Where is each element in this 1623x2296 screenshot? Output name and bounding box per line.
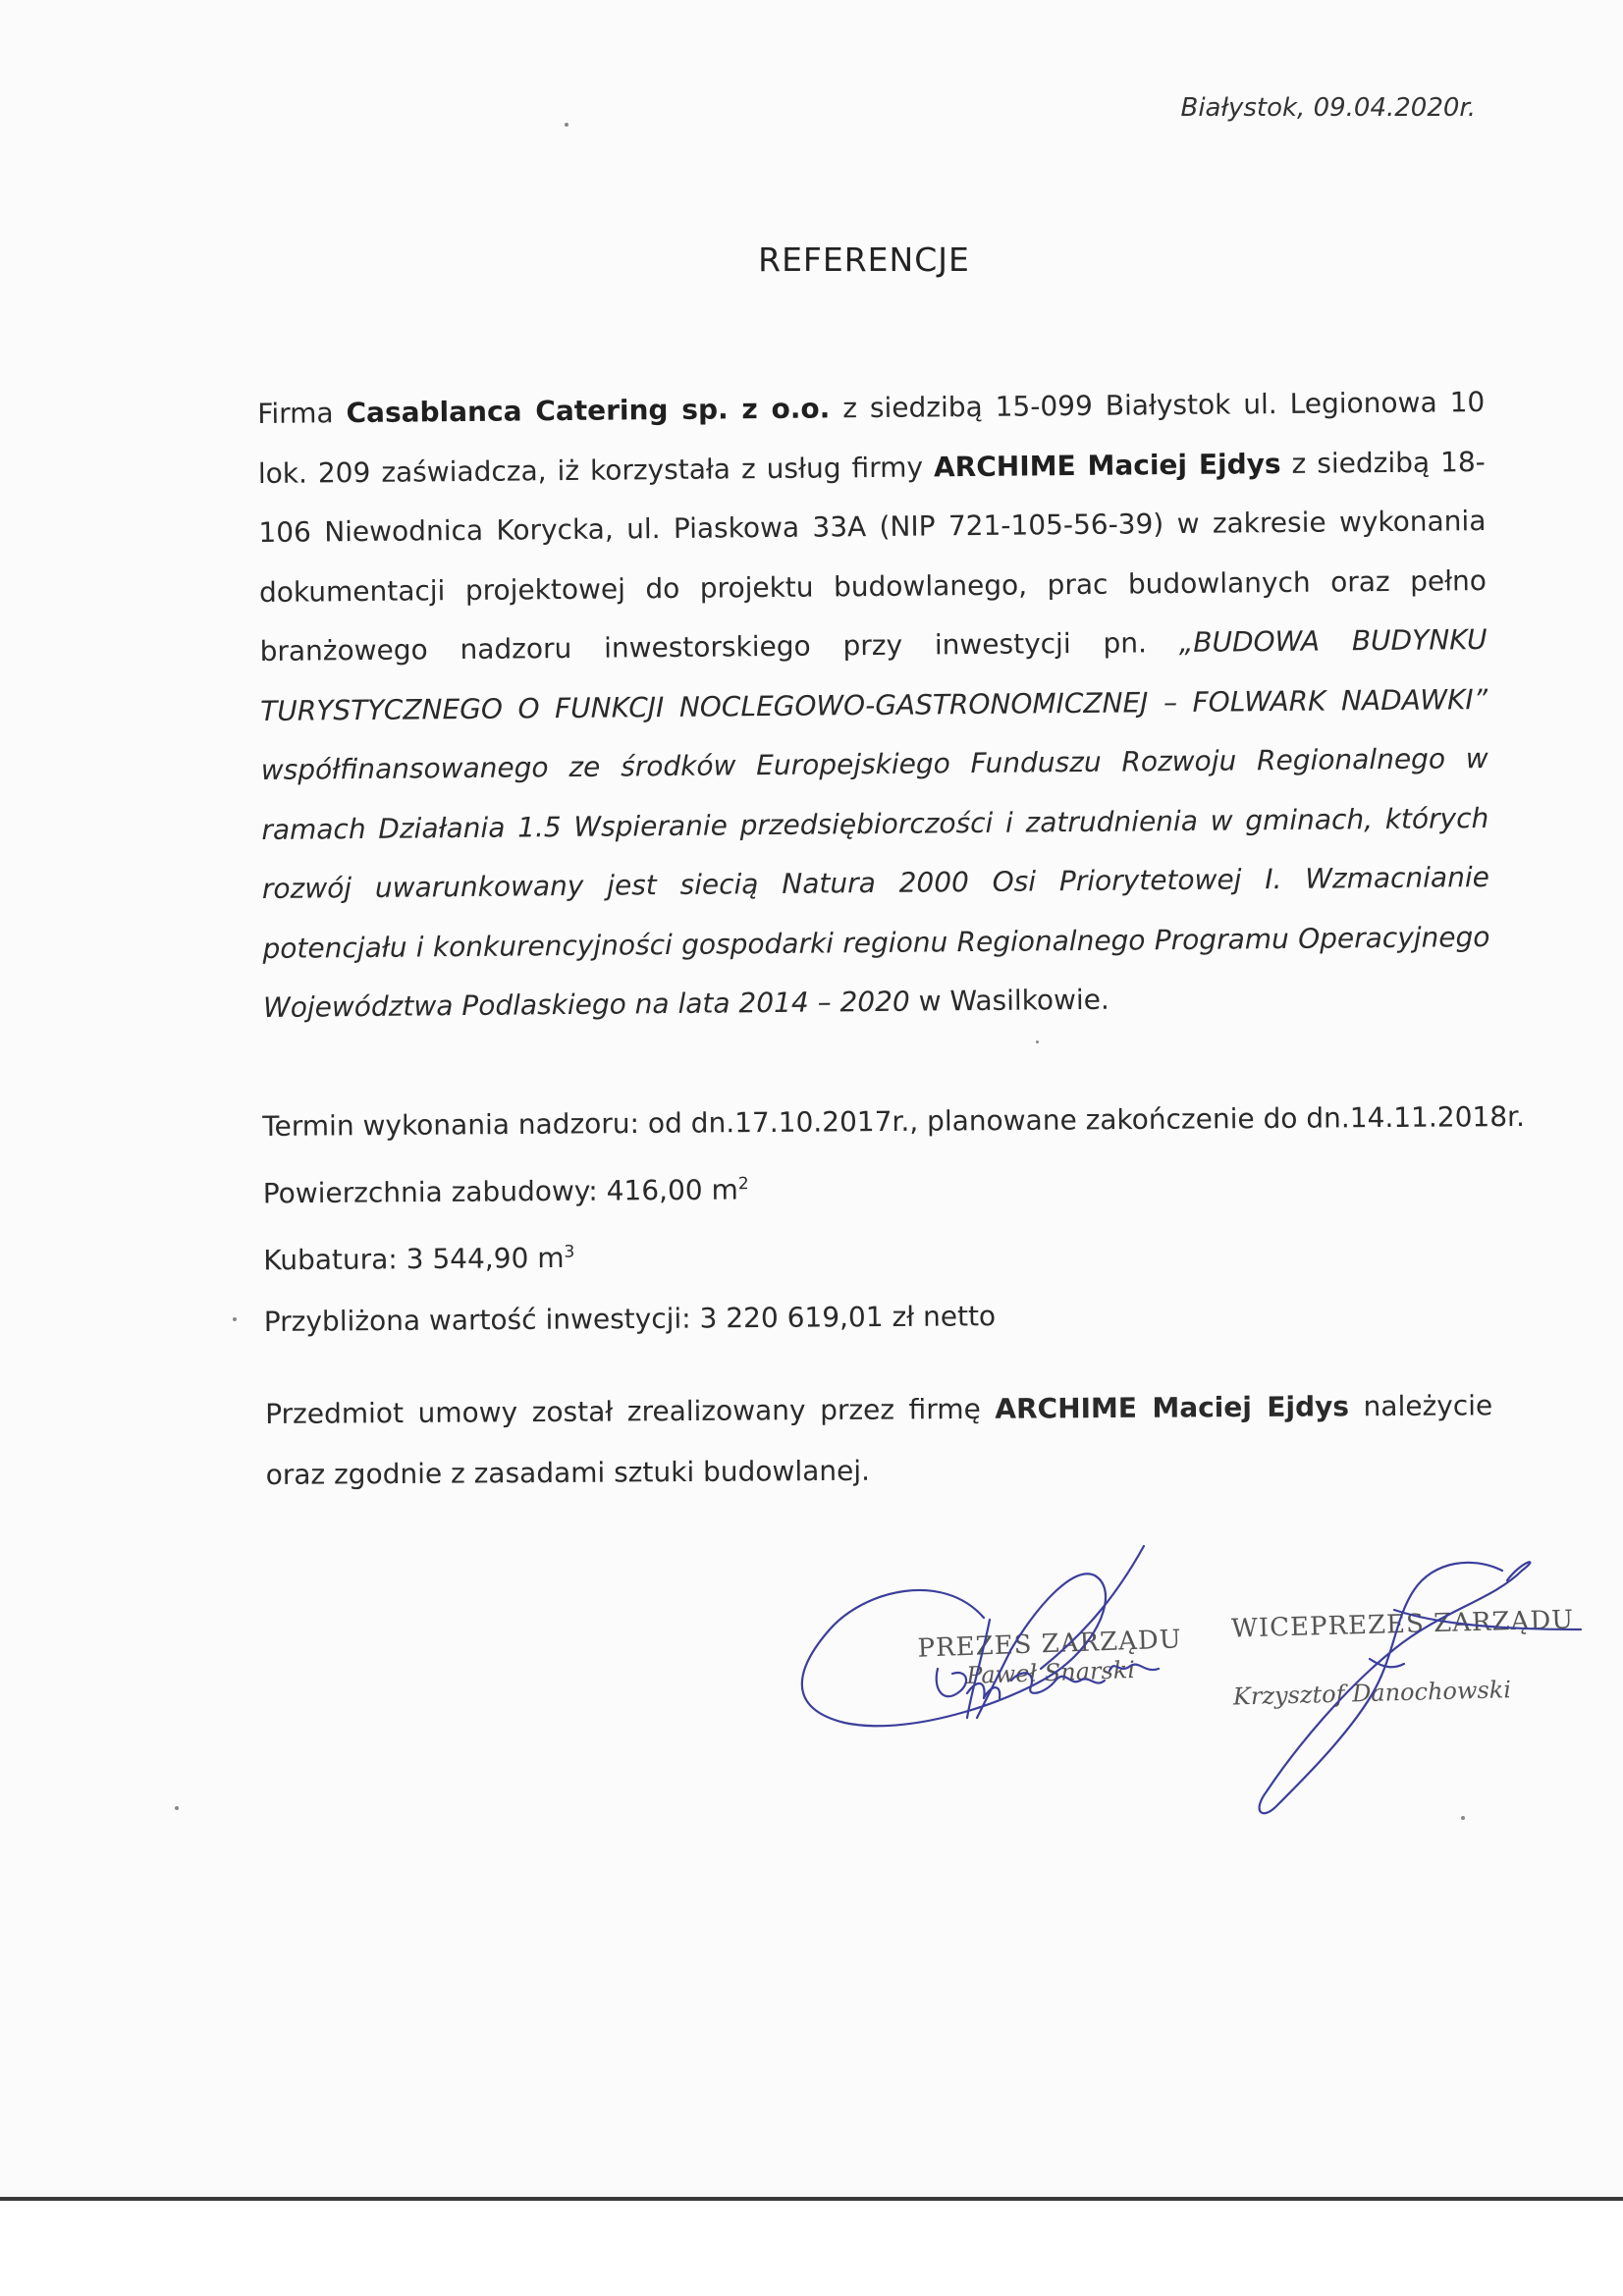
scan-bottom-margin [0, 2201, 1623, 2296]
conclusion [265, 1375, 1493, 1506]
fact-area-label: Powierzchnia zabudowy: 416,00 m [262, 1173, 738, 1210]
fact-volume [263, 1215, 1490, 1292]
fact-volume-label: Kubatura: 3 544,90 m [263, 1242, 565, 1277]
contractor-name: ARCHIME Maciej Ejdys [933, 447, 1281, 483]
stamp-name: Paweł Snarski [965, 1656, 1136, 1689]
document-title: REFERENCJE [758, 240, 970, 279]
fact-volume-exponent: 3 [564, 1242, 575, 1262]
scan-speck [565, 123, 568, 127]
conclusion-text: Przedmiot umowy został zrealizowany przez firmę [265, 1392, 996, 1430]
scan-speck [1461, 1816, 1465, 1820]
fact-area [262, 1148, 1489, 1224]
scan-speck [233, 1317, 237, 1321]
project-facts [262, 1087, 1526, 1352]
scan-speck [1036, 1041, 1039, 1043]
scan-speck [175, 1806, 179, 1810]
fact-area-exponent: 2 [737, 1174, 749, 1195]
body-text-part: Firma [257, 397, 347, 430]
fact-term: Termin wykonania nadzoru: od dn.17.10.2017r., planowane zakończenie do dn.14.11.2018r. [262, 1099, 1526, 1143]
stamp-vice-president [1231, 1605, 1577, 1710]
conclusion-text: należycie oraz zgodnie z zasadami sztuki budowlanej. [265, 1389, 1493, 1491]
stamp-name: Krzysztof Danochowski [1232, 1676, 1512, 1711]
stamp-president [917, 1625, 1183, 1690]
contractor-name: ARCHIME Maciej Ejdys [995, 1390, 1350, 1425]
fact-value: Przybliżona wartość inwestycji: 3 220 619,01 zł netto [263, 1299, 997, 1338]
stamp-role: WICEPREZES ZARZĄDU [1230, 1605, 1575, 1644]
body-text-part: z siedzibą 15-099 Białystok ul. Legionowa 10 lok. 209 zaświadcza, iż korzystała z usług firmy [257, 386, 1486, 490]
place-date: Białystok, 09.04.2020r. [1180, 93, 1476, 123]
stamp-role: PREZES ZARZĄDU [917, 1625, 1183, 1664]
reference-body [257, 373, 1490, 1038]
company-name: Casablanca Catering sp. z o.o. [346, 392, 831, 430]
body-text-part: w Wasilkowie. [909, 983, 1109, 1018]
project-name: „BUDOWA BUDYNKU TURYSTYCZNEGO O FUNKCJI NOCLEGOWO-GASTRONOMICZNEJ – FOLWARK NADAWKI” współfinansowanego ze środków Europejskiego Funduszu Rozwoju Regionalnego w ramach Działania 1.5 Wspieranie przedsiębiorczości i zatrudnienia w gminach, których rozwój uwarunkowany jest siecią Natura 2000 Osi Priorytetowej I. Wzmacnianie potencjału i konkurencyjności gospodarki regionu Regionalnego Programu Operacyjnego Województwa Podlaskiego na lata 2014 – 2020 [260, 622, 1490, 1024]
body-text-part: z siedzibą 18-106 Niewodnica Korycka, ul. Piaskowa 33A (NIP 721-105-56-39) w zakresie wykonania dokumentacji projektowej do projektu budowlanego, prac budowlanych oraz pełno branżowego nadzoru inwestorskiego przy inwestycji pn. [258, 445, 1488, 667]
